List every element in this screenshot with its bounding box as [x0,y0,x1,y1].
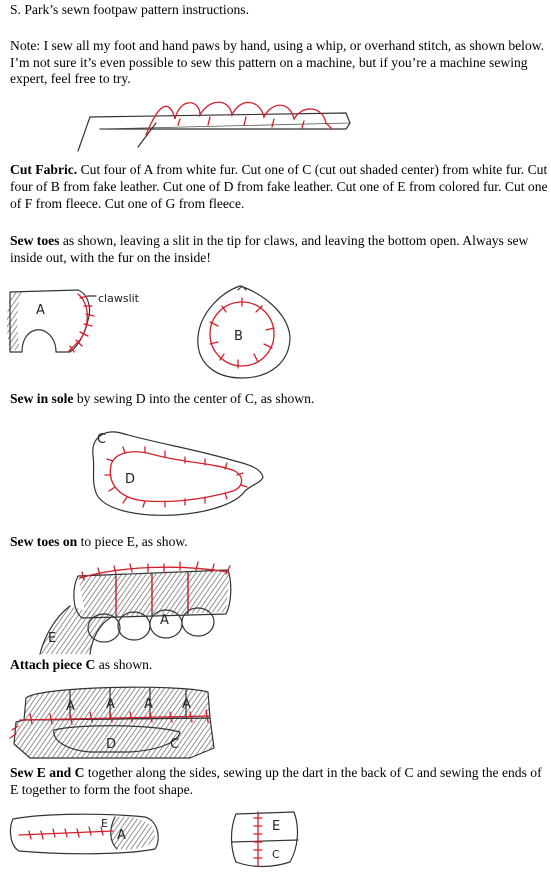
step-sew-in-sole-heading: Sew in sole [10,391,74,406]
step-sew-toes-on-heading: Sew toes on [10,534,78,549]
step-sew-toes-on [10,533,548,550]
attach-a3-label: A [144,697,153,712]
toes-e-label: E [48,631,57,646]
attach-a1-label: A [66,699,75,714]
note-paragraph: Note: I sew all my foot and hand paws by hand, using a whip, or overhand stitch, as shown below. I’m not sure it’s even possible to sew this pattern on a machine, but if you’re a machine sewing expert, feel free to try. [10,38,545,86]
step-attach-c-text: as shown. [95,657,153,672]
step-sew-e-and-c-text: together along the sides, sewing up the dart in the back of C and sewing the ends of E together to form the foot shape. [10,765,542,797]
final-a-label: A [117,828,126,843]
step-sew-e-and-c [10,764,548,798]
toe-a-figure [0,280,170,360]
step-sew-in-sole-text: by sewing D into the center of C, as shown. [73,391,315,406]
step-attach-c [10,656,548,673]
toes-on-e-figure [30,558,245,658]
toe-a-label: A [36,303,45,318]
step-sew-in-sole [10,390,548,407]
final-c-label: C [272,848,280,861]
final-side-figure [5,805,165,865]
attach-c-label: C [170,737,180,752]
attach-a4-label: A [182,697,191,712]
sole-d-label: D [125,472,136,487]
final-e1-label: E [101,817,108,830]
claw-slit-label: clawslit [98,292,139,305]
toe-b-figure [190,282,300,382]
attach-a2-label: A [106,697,115,712]
step-sew-toes-heading: Sew toes [10,233,60,248]
step-cut-fabric [10,161,548,212]
step-sew-toes-text: as shown, leaving a slit in the tip for claws, and leaving the bottom open. Always sew inside out, with the fur on the inside! [10,233,529,265]
document-title: S. Park’s sewn footpaw pattern instructions. [10,2,249,17]
toes-a-label: A [160,613,169,628]
step-attach-c-heading: Attach piece C [10,657,96,672]
sole-figure [85,425,270,525]
step-cut-fabric-heading: Cut Fabric. [10,162,78,177]
attach-c-figure [10,678,215,760]
toe-b-label: B [234,329,243,344]
step-sew-toes [10,232,548,266]
whip-stitch-figure [60,95,360,155]
step-sew-e-and-c-heading: Sew E and C [10,765,85,780]
final-e2-label: E [272,819,281,834]
attach-d-label: D [106,737,117,752]
step-cut-fabric-text: Cut four of A from white fur. Cut one of C (cut out shaded center) from white fur. Cut four of B from fake leather. Cut one of D from fake leather. Cut one of E from colored fur. Cut one of F from fleece. Cut one of G from fleece. [10,162,548,211]
step-sew-toes-on-text: to piece E, as show. [77,534,188,549]
sole-c-label: C [97,432,107,447]
final-back-figure [228,808,303,870]
